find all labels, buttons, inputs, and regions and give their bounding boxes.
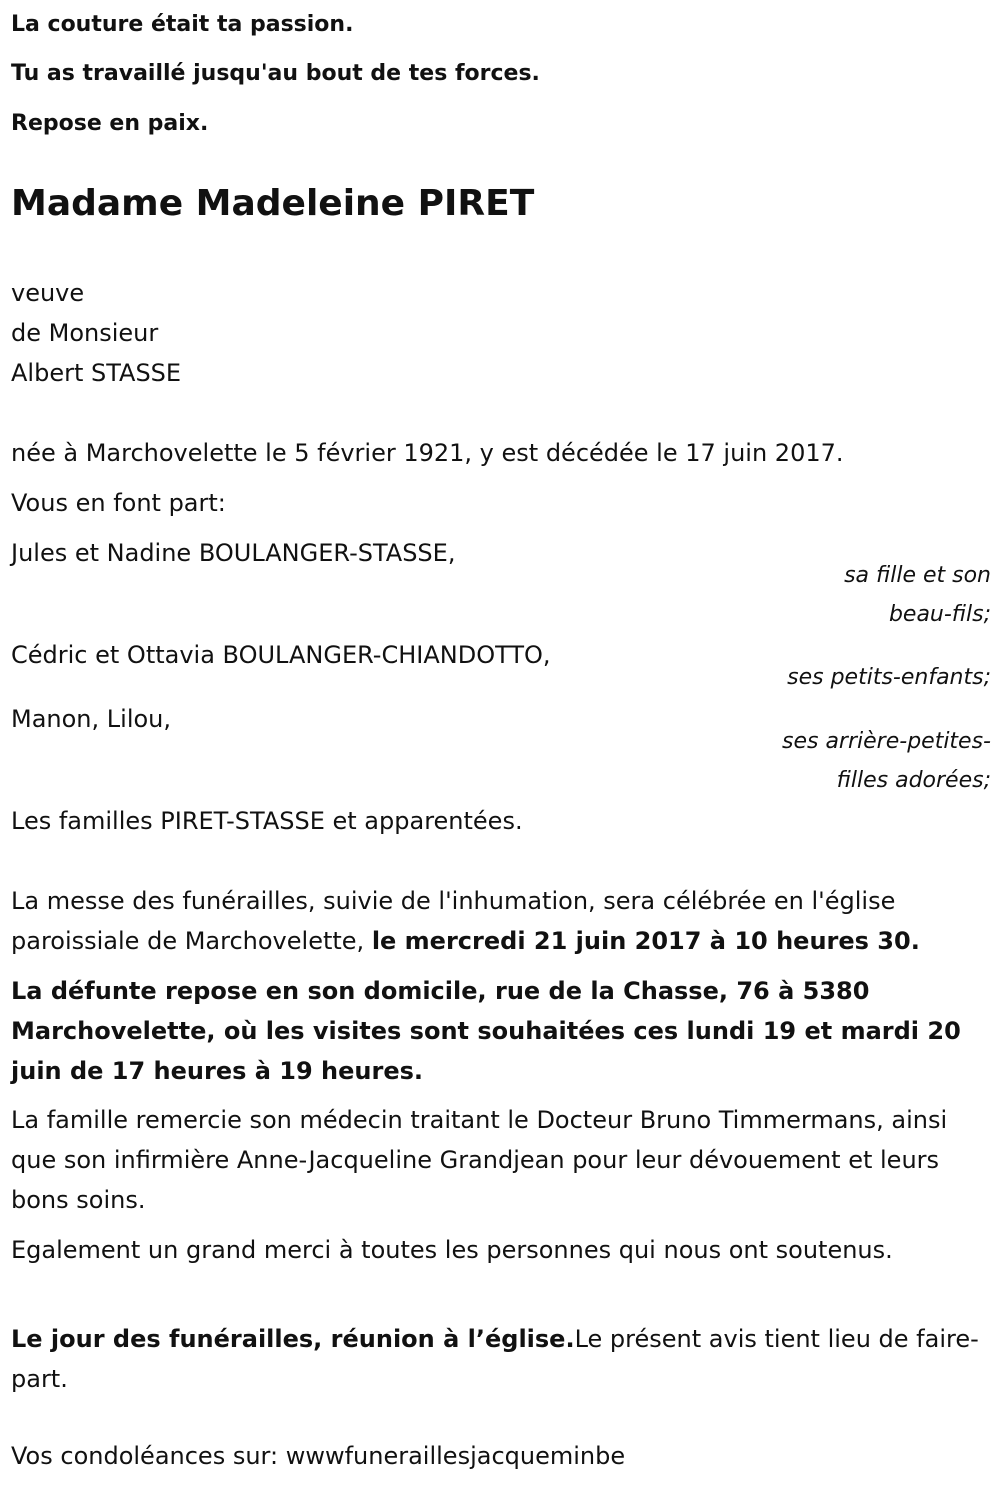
widow-line-1: veuve: [11, 279, 85, 307]
family-relation: beau-fils;: [888, 602, 991, 627]
thanks-all-paragraph: Egalement un grand merci à toutes les personnes qui nous ont soutenus.: [11, 1236, 893, 1264]
birth-death-info: née à Marchovelette le 5 février 1921, y est décédée le 17 juin 2017.: [11, 439, 844, 467]
family-member-names: Cédric et Ottavia BOULANGER-CHIANDOTTO,: [11, 641, 551, 669]
extended-families: Les familles PIRET-STASSE et apparentées.: [11, 807, 523, 835]
intro-line-1: La couture était ta passion.: [11, 12, 354, 37]
family-relation: sa fille et son: [844, 563, 991, 588]
intro-line-3: Repose en paix.: [11, 111, 209, 136]
family-relation: ses petits-enfants;: [787, 665, 991, 690]
mass-date: le mercredi 21 juin 2017 à 10 heures 30.: [371, 927, 920, 955]
visits-paragraph: La défunte repose en son domicile, rue de la Chasse, 76 à 5380 Marchovelette, où les visites sont souhaitées ces lundi 19 et mardi 20 juin de 17 heures à 19 heures.: [11, 977, 961, 1085]
family-member-names: Jules et Nadine BOULANGER-STASSE,: [11, 539, 456, 567]
meeting-paragraph: [11, 1319, 986, 1399]
condolences-link[interactable]: Vos condoléances sur: wwwfuneraillesjacqueminbe: [11, 1442, 626, 1470]
mass-text: La messe des funérailles, suivie de l'inhumation, sera célébrée en l'église paroissiale de Marchovelette,: [11, 887, 896, 955]
deceased-name: Madame Madeleine PIRET: [11, 183, 535, 224]
family-relation: filles adorées;: [836, 768, 991, 793]
family-member-names: Manon, Lilou,: [11, 705, 172, 733]
widow-line-3: Albert STASSE: [11, 359, 182, 387]
announce-line: Vous en font part:: [11, 489, 226, 517]
meeting-text: Le présent avis tient lieu de faire-part.: [11, 1325, 979, 1393]
meeting-bold: Le jour des funérailles, réunion à l’église.: [11, 1325, 575, 1353]
mass-paragraph: [11, 881, 986, 961]
thanks-doctor-paragraph: La famille remercie son médecin traitant le Docteur Bruno Timmermans, ainsi que son infirmière Anne-Jacqueline Grandjean pour leur dévouement et leurs bons soins.: [11, 1106, 948, 1214]
widow-line-2: de Monsieur: [11, 319, 159, 347]
family-relation: ses arrière-petites-: [782, 729, 991, 754]
intro-line-2: Tu as travaillé jusqu'au bout de tes forces.: [11, 61, 540, 86]
